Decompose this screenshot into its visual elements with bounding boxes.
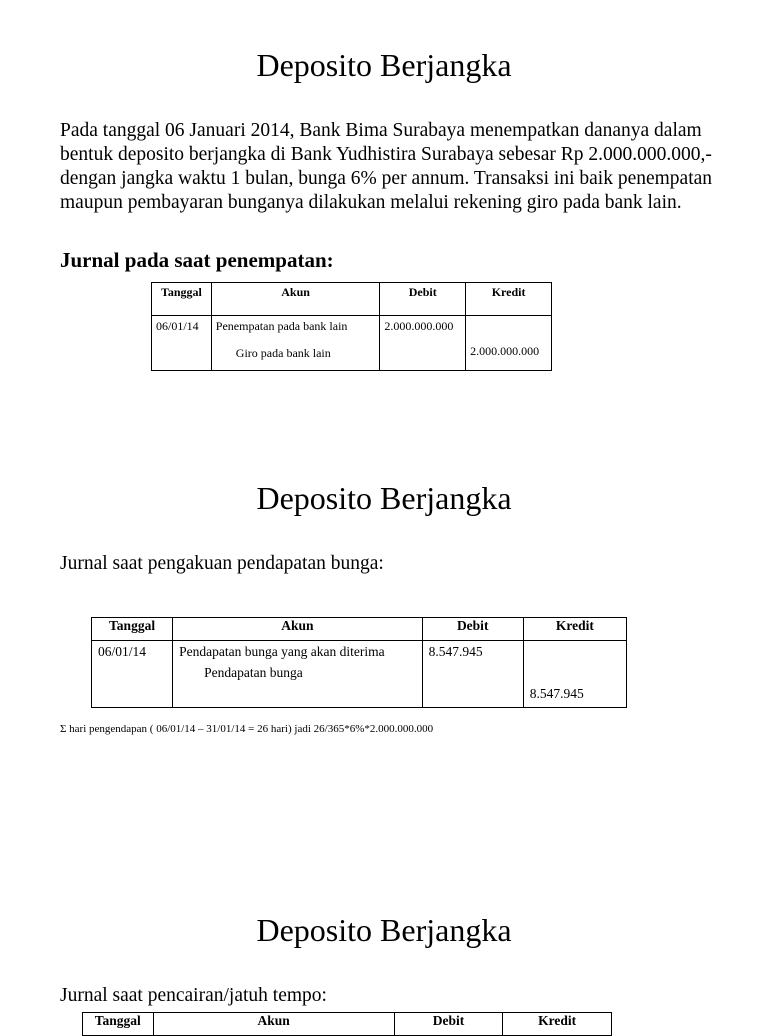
slide2-title: Deposito Berjangka bbox=[256, 480, 512, 516]
col-header-date: Tanggal bbox=[92, 618, 173, 641]
debit-value: 2.000.000.000 bbox=[384, 319, 454, 333]
col-header-debit: Debit bbox=[422, 618, 523, 641]
account-debit: Pendapatan bunga yang akan diterima bbox=[179, 644, 385, 659]
journal-table-maturity bbox=[82, 1012, 612, 1036]
col-header-debit: Debit bbox=[380, 283, 466, 316]
credit-value: 8.547.945 bbox=[529, 686, 584, 701]
slide2-heading: Jurnal saat pengakuan pendapatan bunga: bbox=[60, 553, 384, 574]
slide3-title: Deposito Berjangka bbox=[256, 912, 512, 948]
col-header-account: Akun bbox=[211, 283, 380, 316]
account-credit: Giro pada bank lain bbox=[235, 346, 331, 360]
account-debit: Penempatan pada bank lain bbox=[215, 319, 348, 333]
journal-table-placement bbox=[151, 282, 552, 371]
cell-date bbox=[92, 641, 173, 708]
credit-value: 2.000.000.000 bbox=[470, 344, 540, 358]
table-header-row bbox=[83, 1013, 612, 1036]
account-credit: Pendapatan bunga bbox=[204, 665, 303, 680]
table-header-row bbox=[152, 283, 552, 316]
col-header-credit: Kredit bbox=[466, 283, 552, 316]
col-header-account: Akun bbox=[173, 618, 422, 641]
col-header-credit: Kredit bbox=[523, 618, 626, 641]
col-header-credit: Kredit bbox=[503, 1013, 612, 1036]
col-header-date: Tanggal bbox=[83, 1013, 154, 1036]
col-header-account: Akun bbox=[153, 1013, 394, 1036]
debit-value: 8.547.945 bbox=[428, 644, 483, 659]
table-row bbox=[92, 641, 627, 708]
cell-debit bbox=[422, 641, 523, 708]
cell-credit bbox=[523, 641, 626, 708]
col-header-debit: Debit bbox=[394, 1013, 502, 1036]
date-text: 06/01/14 bbox=[98, 644, 147, 659]
table-row bbox=[152, 316, 552, 371]
interest-calculation-note: Σ hari pengendapan ( 06/01/14 – 31/01/14 = 26 hari) jadi 26/365*6%*2.000.000.000 bbox=[60, 723, 434, 735]
slide1-paragraph: Pada tanggal 06 Januari 2014, Bank Bima Surabaya menempatkan dananya dalam bentuk deposito berjangka di Bank Yudhistira Surabaya sebesar Rp 2.000.000.000,- dengan jangka waktu 1 bulan, bunga 6% per annum. Transaksi ini baik penempatan maupun pembayaran bunganya dilakukan melalui rekening giro pada bank lain. bbox=[60, 120, 713, 213]
journal-table-interest bbox=[91, 617, 627, 708]
table-header-row bbox=[92, 618, 627, 641]
slide3-heading: Jurnal saat pencairan/jatuh tempo: bbox=[60, 985, 327, 1006]
col-header-date: Tanggal bbox=[152, 283, 212, 316]
cell-account bbox=[173, 641, 422, 708]
cell-debit bbox=[380, 316, 466, 371]
slide1-heading: Jurnal pada saat penempatan: bbox=[60, 248, 334, 272]
cell-account bbox=[211, 316, 380, 371]
slide1-title: Deposito Berjangka bbox=[256, 47, 512, 83]
date-text: 06/01/14 bbox=[156, 319, 199, 333]
cell-credit bbox=[466, 316, 552, 371]
cell-date bbox=[152, 316, 212, 371]
